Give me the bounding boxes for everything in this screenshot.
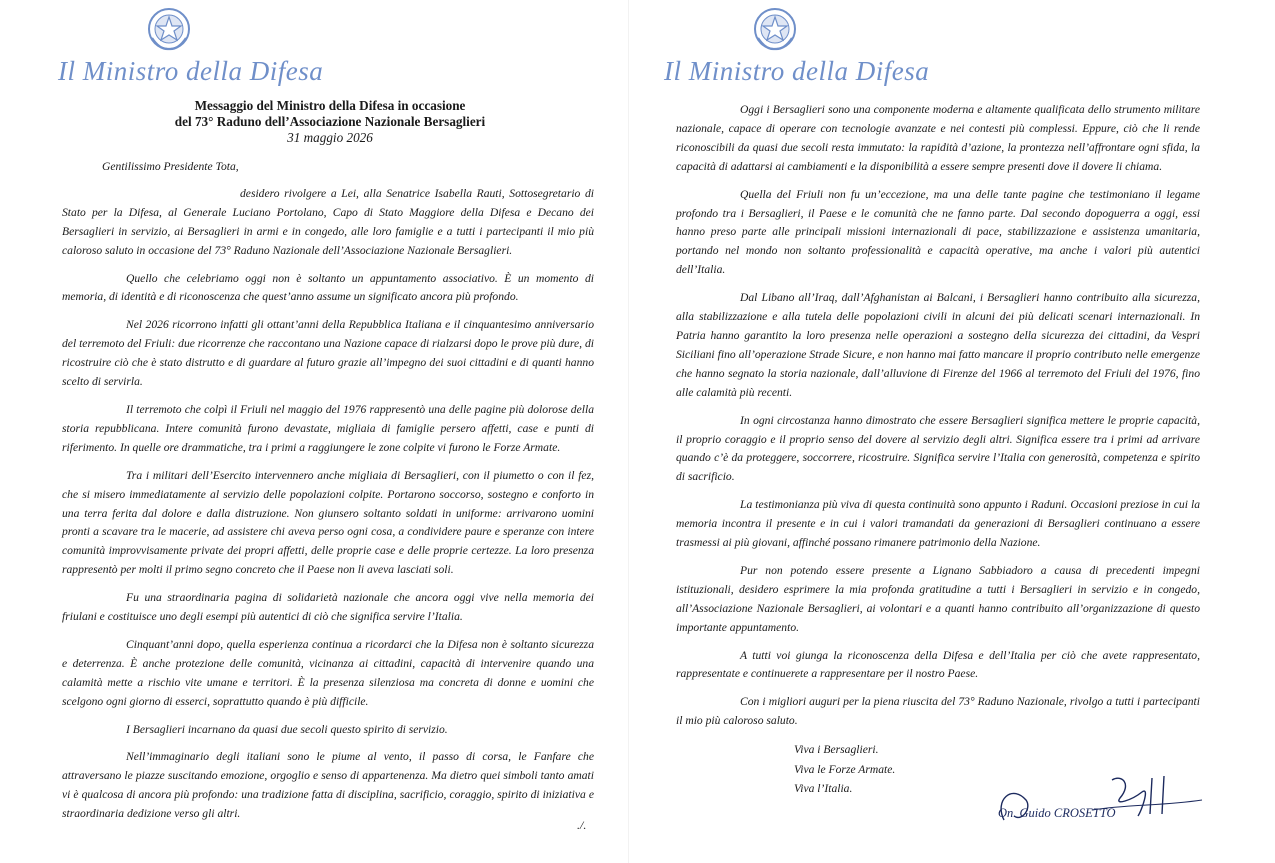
italian-republic-emblem-icon [146,6,192,52]
heading-line-2: del 73° Raduno dell’Associazione Nazionale Bersaglieri [174,114,486,129]
paragraph: Tra i militari dell’Esercito intervennero anche migliaia di Bersaglieri, con il piumetto o con il fez, che si misero immediatamente al servizio delle popolazioni colpite. Portarono soccorso, sostegno e conforto in una terra ferita dal dolore e dalla distruzione. Non giunsero soltanto soldati in uniforme: arrivarono uomini pronti a scavare tra le macerie, ad assistere chi aveva perso ogni cosa, a condividere paure e speranze con intere comunità improvvisamente private dei propri affetti, delle proprie case e delle proprie certezze. La loro presenza rappresentò per molti il primo segno concreto che il Paese non li aveva lasciati soli. [62,468,594,577]
paragraph: In ogni circostanza hanno dimostrato che essere Bersaglieri significa mettere le proprie capacità, il proprio coraggio e il proprio senso del dovere al servizio degli altri. Significa essere tra i primi ad arrivare quando c’è da proteggere, soccorrere, ricostruire. Significa servire l’Italia con generosità, competenza e spirito di sacrificio. [676,413,1200,484]
paragraph: Cinquant’anni dopo, quella esperienza continua a ricordarci che la Difesa non è soltanto sicurezza e deterrenza. È anche protezione delle comunità, vicinanza ai cittadini, capacità di intervenire quando una calamità mette a rischio vite umane e territori. È la presenza silenziosa ma concreta di donne e uomini che scelgono ogni giorno di esserci, soprattutto quando è più difficile. [62,637,594,708]
paragraph: Il terremoto che colpì il Friuli nel maggio del 1976 rappresentò una delle pagine più dolorose della storia repubblicana. Intere comunità furono devastate, migliaia di famiglie persero affetti, case e punti di riferimento. In quelle ore drammatiche, tra i primi a raggiungere le zone colpite vi furono le Forze Armate. [62,402,594,454]
letter-page-2 [640,0,1275,863]
ministry-letterhead: Il Ministro della Difesa [58,56,324,86]
salutation: Gentilissimo Presidente Tota, [102,160,239,173]
signature-block [992,770,1212,840]
paragraph: Nell’immaginario degli italiani sono le piume al vento, il passo di corsa, le Fanfare che attraversano le piazze suscitando emozione, orgoglio e senso di appartenenza. Ma dietro quei simboli tanto amati vi è qualcosa di ancora più profondo: una tradizione fatta di disciplina, sacrificio, coraggio, spirito di iniziativa e straordinaria dedizione verso gli altri. [62,750,594,821]
paragraph: Quella del Friuli non fu un’eccezione, ma una delle tante pagine che testimoniano il legame profondo tra i Bersaglieri, il Paese e le comunità che ne fanno parte. Dal secondo dopoguerra a oggi, essi hanno preso parte alle principali missioni internazionali di pace, stabilizzazione e assistenza umanitaria, portando nel mondo non soltanto professionalità e capacità operative, ma anche i valori più autentici dell’Italia. [676,187,1200,277]
letter-page-1 [0,0,620,863]
paragraph: A tutti voi giunga la riconoscenza della Difesa e dell’Italia per ciò che avete rappresentato, rappresentate e continuerete a rappresentare per il nostro Paese. [676,648,1200,681]
paragraph: desidero rivolgere a Lei, alla Senatrice Isabella Rauti, Sottosegretario di Stato per la Difesa, al Generale Luciano Portolano, Capo di Stato Maggiore della Difesa e Decano dei Bersaglieri in servizio, ai Bersaglieri in armi e in congedo, alle loro famiglie e a tutti i partecipanti il mio più caloroso saluto in occasione del 73° Raduno Nazionale dell’Associazione Nazionale Bersaglieri. [62,186,594,257]
paragraph: Fu una straordinaria pagina di solidarietà nazionale che ancora oggi vive nella memoria dei friulani e costituisce uno degli esempi più autentici di ciò che significa servire l’Italia. [62,591,594,624]
paragraph: Con i migliori auguri per la piena riuscita del 73° Raduno Nazionale, rivolgo a tutti i partecipanti il mio più caloroso saluto. [676,695,1200,728]
paragraph: Oggi i Bersaglieri sono una componente moderna e altamente qualificata dello strumento militare nazionale, capace di operare con tecnologie avanzate e nei contesti più complessi. Eppure, ciò che li rende riconoscibili da quasi due secoli resta immutato: la rapidità d’azione, la prontezza nell’affrontare ogni sfida, la capacità di adattarsi ai cambiamenti e la disponibilità a essere sempre presenti dove il dovere li chiama. [676,103,1200,173]
closing-line: Viva le Forze Armate. [794,762,896,776]
italian-republic-emblem-icon [752,6,798,52]
paragraph: Nel 2026 ricorrono infatti gli ottant’anni della Repubblica Italiana e il cinquantesimo anniversario del terremoto del Friuli: due ricorrenze che raccontano una Nazione capace di rialzarsi dopo le prove più dure, di ricostruire ciò che è stato distrutto e di guardare al futuro grazie all’impegno dei suoi cittadini e di quanti hanno scelto di servirla. [62,318,594,389]
closing-line: Viva l’Italia. [794,782,853,796]
signatory-name: On. Guido CROSETTO [998,806,1116,820]
page-divider [628,0,629,863]
letter-body-page-1 [62,158,594,833]
paragraph: I Bersaglieri incarnano da quasi due secoli questo spirito di servizio. [126,722,448,736]
closing-line: Viva i Bersaglieri. [794,743,879,757]
message-heading [150,98,510,146]
paragraph: Dal Libano all’Iraq, dall’Afghanistan ai Balcani, i Bersaglieri hanno contribuito alla sicurezza, alla stabilizzazione e alla tutela delle popolazioni civili in alcuni dei più delicati scenari internazionali. In Patria hanno garantito la loro presenza nelle operazioni a sostegno della sicurezza dei cittadini, da Vespri Siciliani fino all’operazione Strade Sicure, e non hanno mai fatto mancare il proprio contributo nelle emergenze che hanno segnato la storia nazionale, dall’alluvione di Firenze del 1966 al terremoto del Friuli del 1976, fino alle calamità più recenti. [676,291,1200,399]
ministry-letterhead: Il Ministro della Difesa [664,56,930,86]
paragraph: Quello che celebriamo oggi non è soltanto un appuntamento associativo. È un momento di memoria, di identità e di riconoscenza che quest’anno assume un significato ancora più profondo. [62,271,594,304]
page-continuation-mark: ./. [577,818,587,832]
paragraph: La testimonianza più viva di questa continuità sono appunto i Raduni. Occasioni preziose in cui la memoria incontra il presente e in cui i valori tramandati da generazioni di Bersaglieri continuano a essere trasmessi ai più giovani, affinché possano rimanere patrimonio della Nazione. [676,498,1200,550]
letter-body-page-2 [676,101,1200,799]
signature-scribble [992,770,1212,840]
heading-line-1: Messaggio del Ministro della Difesa in occasione [194,98,466,113]
message-date: 31 maggio 2026 [287,130,373,145]
paragraph: Pur non potendo essere presente a Lignano Sabbiadoro a causa di precedenti impegni istituzionali, desidero esprimere la mia profonda gratitudine a tutti i Bersaglieri in servizio e in congedo, all’Associazione Nazionale Bersaglieri, ai volontari e a quanti hanno contribuito all’organizzazione di questo importante appuntamento. [676,563,1200,634]
